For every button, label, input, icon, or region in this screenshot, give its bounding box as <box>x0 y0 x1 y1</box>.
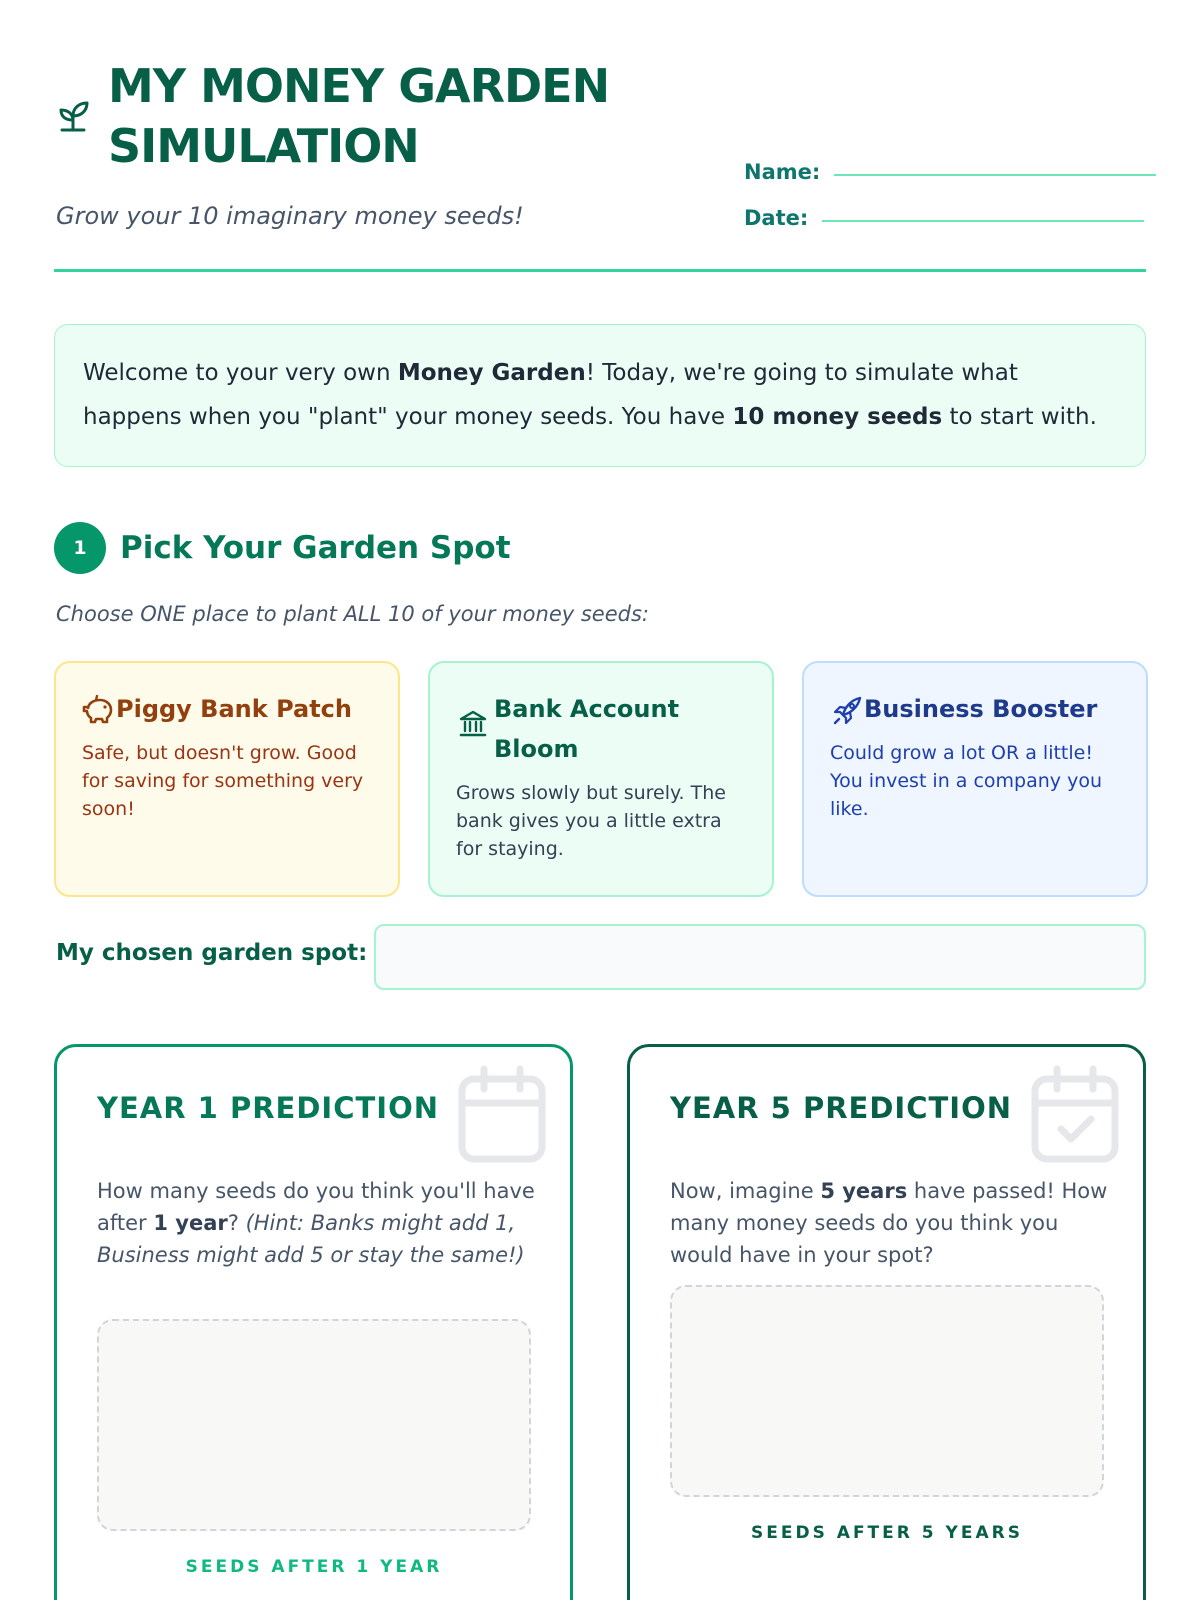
intro-text-1: Welcome to your very own <box>83 360 398 386</box>
year-1-hint: (Hint: Banks might add 1, Business might add 5 or stay the same!) <box>97 1211 525 1267</box>
intro-text-3: to start with. <box>942 404 1097 430</box>
bank-icon <box>456 709 490 739</box>
date-line-field[interactable] <box>822 220 1144 222</box>
name-field-row <box>744 160 1156 184</box>
card-title-row <box>82 689 372 729</box>
card-title-piggy: Piggy Bank Patch <box>116 695 352 723</box>
worksheet-header <box>54 56 1146 272</box>
sprout-icon <box>56 96 90 132</box>
intro-text-2: ! Today, we're going to simulate what happens when you "plant" your money seeds. You have <box>83 360 1018 430</box>
intro-box <box>54 324 1146 467</box>
card-desc-piggy: Safe, but doesn't grow. Good for saving for something very soon! <box>82 742 364 820</box>
name-label: Name: <box>744 160 821 184</box>
rocket-icon <box>830 695 864 727</box>
intro-bold-money-garden: Money Garden <box>397 360 586 386</box>
card-desc-bank: Grows slowly but surely. The bank gives you a little extra for staying. <box>456 782 726 860</box>
year-1-prediction-question <box>97 1175 537 1271</box>
year-1-prediction-title: YEAR 1 PREDICTION <box>97 1091 439 1125</box>
calendar-icon <box>456 1065 548 1165</box>
calendar-check-icon <box>1029 1065 1121 1165</box>
year-5-prediction-question <box>670 1175 1110 1271</box>
year-1-text-b: ? <box>227 1211 246 1235</box>
page-title: MY MONEY GARDEN SIMULATION <box>108 59 610 173</box>
year-5-prediction-card <box>627 1044 1146 1600</box>
card-desc-business: Could grow a lot OR a little! You invest in a company you like. <box>830 742 1102 820</box>
year-5-answer-caption: SEEDS AFTER 5 YEARS <box>751 1523 1023 1543</box>
date-label: Date: <box>744 206 809 230</box>
year-5-text-b: have passed! How many money seeds do you think you would have in your spot? <box>670 1179 1108 1267</box>
garden-spot-card-bank-account[interactable] <box>428 661 774 897</box>
chosen-spot-label: My chosen garden spot: <box>56 940 368 966</box>
card-title-bank: Bank Account Bloom <box>494 695 680 763</box>
garden-spot-card-business[interactable] <box>802 661 1148 897</box>
card-title-business: Business Booster <box>864 695 1098 723</box>
section-title: Pick Your Garden Spot <box>120 530 511 566</box>
year-1-text-bold: 1 year <box>153 1211 228 1235</box>
card-title-row <box>830 689 1120 729</box>
year-1-text-a: How many seeds do you think you'll have after <box>97 1179 535 1235</box>
piggy-bank-icon <box>82 695 116 725</box>
year-1-answer-box[interactable] <box>97 1319 531 1531</box>
date-field-row <box>744 206 1144 230</box>
garden-spot-card-piggy-bank[interactable] <box>54 661 400 897</box>
card-title-row <box>456 689 746 769</box>
year-5-text-bold: 5 years <box>820 1179 908 1203</box>
chosen-spot-input[interactable] <box>374 924 1146 990</box>
year-1-answer-caption: SEEDS AFTER 1 YEAR <box>185 1557 443 1577</box>
worksheet-page <box>54 0 1146 1600</box>
intro-bold-seeds: 10 money seeds <box>732 404 943 430</box>
year-1-prediction-card <box>54 1044 573 1600</box>
year-5-prediction-title: YEAR 5 PREDICTION <box>670 1091 1012 1125</box>
step-number-badge: 1 <box>54 522 106 574</box>
section-instruction: Choose ONE place to plant ALL 10 of your money seeds: <box>56 602 649 626</box>
page-subtitle: Grow your 10 imaginary money seeds! <box>56 202 524 230</box>
year-5-text-a: Now, imagine <box>670 1179 821 1203</box>
year-5-answer-box[interactable] <box>670 1285 1104 1497</box>
name-line-field[interactable] <box>834 174 1156 176</box>
